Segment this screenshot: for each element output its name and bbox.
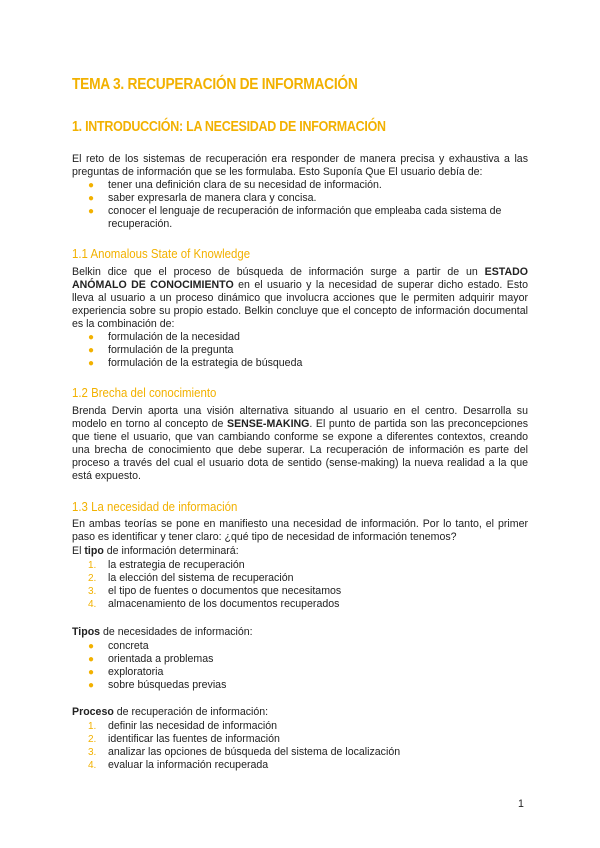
page-number: 1 [518,798,524,810]
number-marker: 2. [88,573,97,584]
list-item: 2. identificar las fuentes de información [88,733,280,745]
list-item: 4. almacenamiento de los documentos recuperados [88,598,340,610]
list-item: 1. definir las necesidad de información [88,720,278,732]
section-1-3-intro: En ambas teorías se pone en manifiesto una necesidad de información. Por lo tanto, el primer paso es identificar y tener claro: ¿qué tipo de necesidad de información tenemos? [72,518,528,543]
list-item: 2. la elección del sistema de recuperación [88,572,294,584]
section-1-2-heading: 1.2 Brecha del conocimiento [72,385,217,400]
tipos-intro: Tipos de necesidades de información: [72,626,253,638]
number-marker: 4. [88,599,97,610]
number-marker: 1. [88,721,97,732]
section-1-1-paragraph: Belkin dice que el proceso de búsqueda de información surge a partir de un ESTADO ANÓMALO DE CONOCIMIENTO en el usuario y la necesidad de superar dicho estado. Esto lleva al usuario a un proceso dinámico que involucra acciones que le permiten adquirir mayor experiencia sobre su propio estado. Belkin concluye que el concepto de información documental es la combinación de: [72,266,528,330]
list-item: ● formulación de la pregunta [88,344,234,356]
section-1-intro: El reto de los sistemas de recuperación era responder de manera precisa y exhaustiva a las preguntas de información que se les formulaba. Esto Suponía Que El usuario debía de: [72,153,528,178]
section-1-1-heading: 1.1 Anomalous State of Knowledge [72,246,251,261]
proceso-intro: Proceso de recuperación de información: [72,706,269,718]
section-1-3-heading: 1.3 La necesidad de información [72,499,238,514]
list-item: 3. analizar las opciones de búsqueda del sistema de localización [88,746,401,758]
list-item: 4. evaluar la información recuperada [88,759,269,771]
tipo-list [88,559,528,611]
number-marker: 2. [88,734,97,745]
bullet-marker: ● [88,345,95,356]
section-1-2-paragraph: Brenda Dervin aporta una visión alternativa situando al usuario en el centro. Desarrolla su modelo en torno al concepto de SENSE-MAKING. El punto de partida son las preconcepciones que tiene el usuario, que van cambiando conforme se expone a diferentes contextos, creando una brecha de conocimiento que debe superar. La recuperación de información es parte del proceso a través del cual el usuario dota de sentido (sense-making) la nueva realidad a la que está expuesto. [72,405,529,482]
bullet-marker: ● [88,680,95,691]
list-item: 3. el tipo de fuentes o documentos que necesitamos [88,585,342,597]
document-title: TEMA 3. RECUPERACIÓN DE INFORMACIÓN [72,76,358,93]
number-marker: 3. [88,586,97,597]
number-marker: 4. [88,760,97,771]
bullet-marker: ● [88,180,95,191]
section-1-heading: 1. INTRODUCCIÓN: LA NECESIDAD DE INFORMACIÓN [72,119,386,135]
list-item: ● conocer el lenguaje de recuperación de información que empleaba cada sistema de recuperación. [88,205,502,230]
list-item: ● exploratoria [88,666,164,678]
tipos-list [88,640,528,692]
tipo-intro: El tipo de información determinará: [72,545,239,557]
section-1-1-list [88,331,528,370]
list-item: ● formulación de la estrategia de búsqueda [88,357,303,369]
number-marker: 3. [88,747,97,758]
proceso-list [88,720,528,772]
list-item: 1. la estrategia de recuperación [88,559,245,571]
list-item: ● saber expresarla de manera clara y concisa. [88,192,317,204]
list-item: ● formulación de la necesidad [88,331,240,343]
bullet-marker: ● [88,641,95,652]
bullet-marker: ● [88,206,95,217]
list-item: ● concreta [88,640,149,652]
list-item: ● sobre búsquedas previas [88,679,227,691]
list-item: ● tener una definición clara de su necesidad de información. [88,179,382,191]
bullet-marker: ● [88,193,95,204]
section-1-list [88,179,528,231]
bullet-marker: ● [88,332,95,343]
bullet-marker: ● [88,654,95,665]
bullet-marker: ● [88,358,95,369]
bullet-marker: ● [88,667,95,678]
list-item: ● orientada a problemas [88,653,214,665]
number-marker: 1. [88,560,97,571]
